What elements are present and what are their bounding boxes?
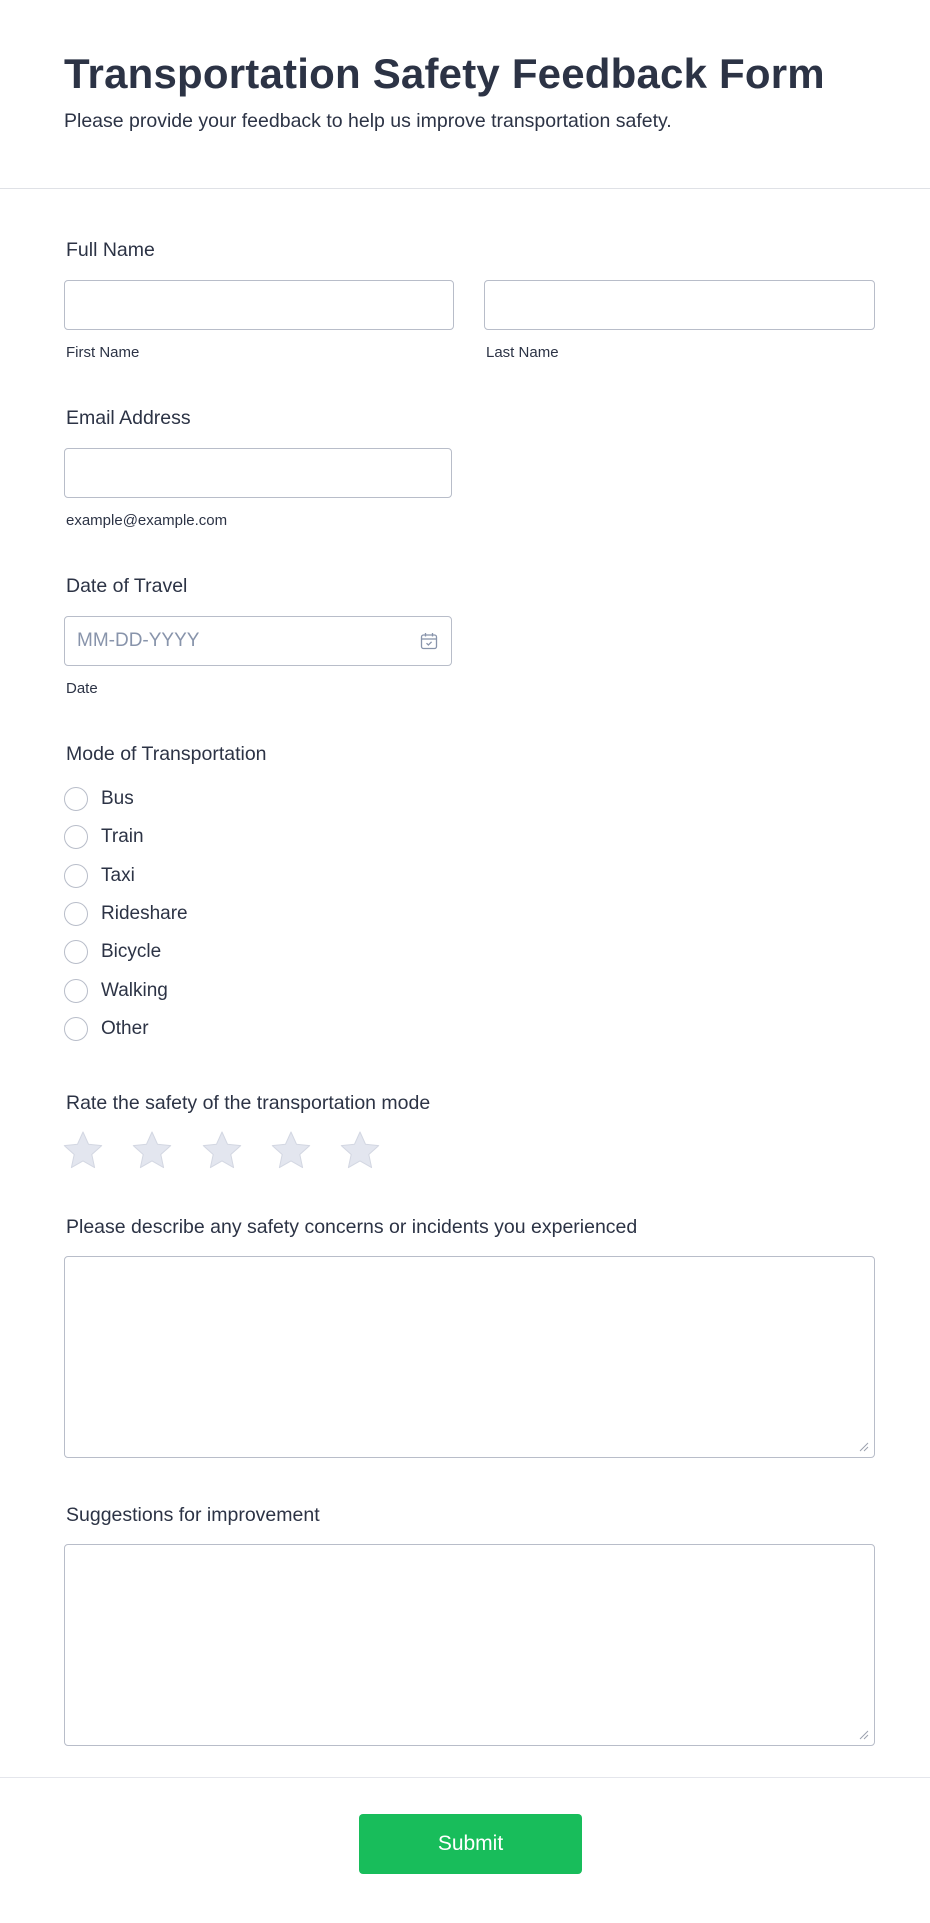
safety-rating-label: Rate the safety of the transportation mode [66, 1092, 431, 1114]
date-input[interactable] [64, 616, 452, 666]
radio-label: Taxi [101, 865, 135, 886]
radio-option-bus[interactable] [64, 786, 134, 812]
full-name-label: Full Name [66, 239, 155, 261]
email-sublabel: example@example.com [66, 512, 228, 529]
star-icon[interactable] [201, 1130, 243, 1170]
calendar-icon[interactable] [420, 632, 438, 650]
first-name-sublabel: First Name [66, 344, 140, 361]
email-input[interactable] [64, 448, 452, 498]
form-title: Transportation Safety Feedback Form [64, 50, 825, 97]
footer-divider [0, 1777, 930, 1778]
safety-concerns-label: Please describe any safety concerns or incidents you experienced [66, 1216, 638, 1238]
safety-concerns-textarea[interactable] [64, 1256, 875, 1458]
resize-grip-icon[interactable] [859, 1730, 869, 1740]
radio-button[interactable] [64, 902, 88, 926]
radio-option-train[interactable] [64, 824, 144, 850]
star-icon[interactable] [339, 1130, 381, 1170]
first-name-input[interactable] [64, 280, 454, 330]
radio-label: Rideshare [101, 903, 188, 924]
radio-button[interactable] [64, 940, 88, 964]
mode-of-transportation-label: Mode of Transportation [66, 743, 267, 765]
radio-button[interactable] [64, 1017, 88, 1041]
last-name-sublabel: Last Name [486, 344, 559, 361]
radio-label: Other [101, 1018, 149, 1039]
submit-button[interactable]: Submit [359, 1814, 582, 1874]
radio-button[interactable] [64, 864, 88, 888]
radio-label: Walking [101, 980, 168, 1001]
form-subtitle: Please provide your feedback to help us improve transportation safety. [64, 110, 672, 132]
radio-option-walking[interactable] [64, 978, 168, 1004]
date-sublabel: Date [66, 680, 98, 697]
suggestions-textarea[interactable] [64, 1544, 875, 1746]
radio-label: Bicycle [101, 941, 162, 962]
radio-option-rideshare[interactable] [64, 901, 188, 927]
resize-grip-icon[interactable] [859, 1442, 869, 1452]
radio-option-taxi[interactable] [64, 863, 135, 889]
email-label: Email Address [66, 407, 191, 429]
star-icon[interactable] [270, 1130, 312, 1170]
radio-button[interactable] [64, 825, 88, 849]
last-name-input[interactable] [484, 280, 875, 330]
star-icon[interactable] [131, 1130, 173, 1170]
radio-option-other[interactable] [64, 1016, 149, 1042]
radio-button[interactable] [64, 787, 88, 811]
radio-label: Bus [101, 788, 134, 809]
date-of-travel-label: Date of Travel [66, 575, 188, 597]
radio-option-bicycle[interactable] [64, 939, 161, 965]
radio-button[interactable] [64, 979, 88, 1003]
radio-label: Train [101, 826, 144, 847]
star-icon[interactable] [62, 1130, 104, 1170]
form-header [0, 0, 930, 189]
suggestions-label: Suggestions for improvement [66, 1504, 320, 1526]
